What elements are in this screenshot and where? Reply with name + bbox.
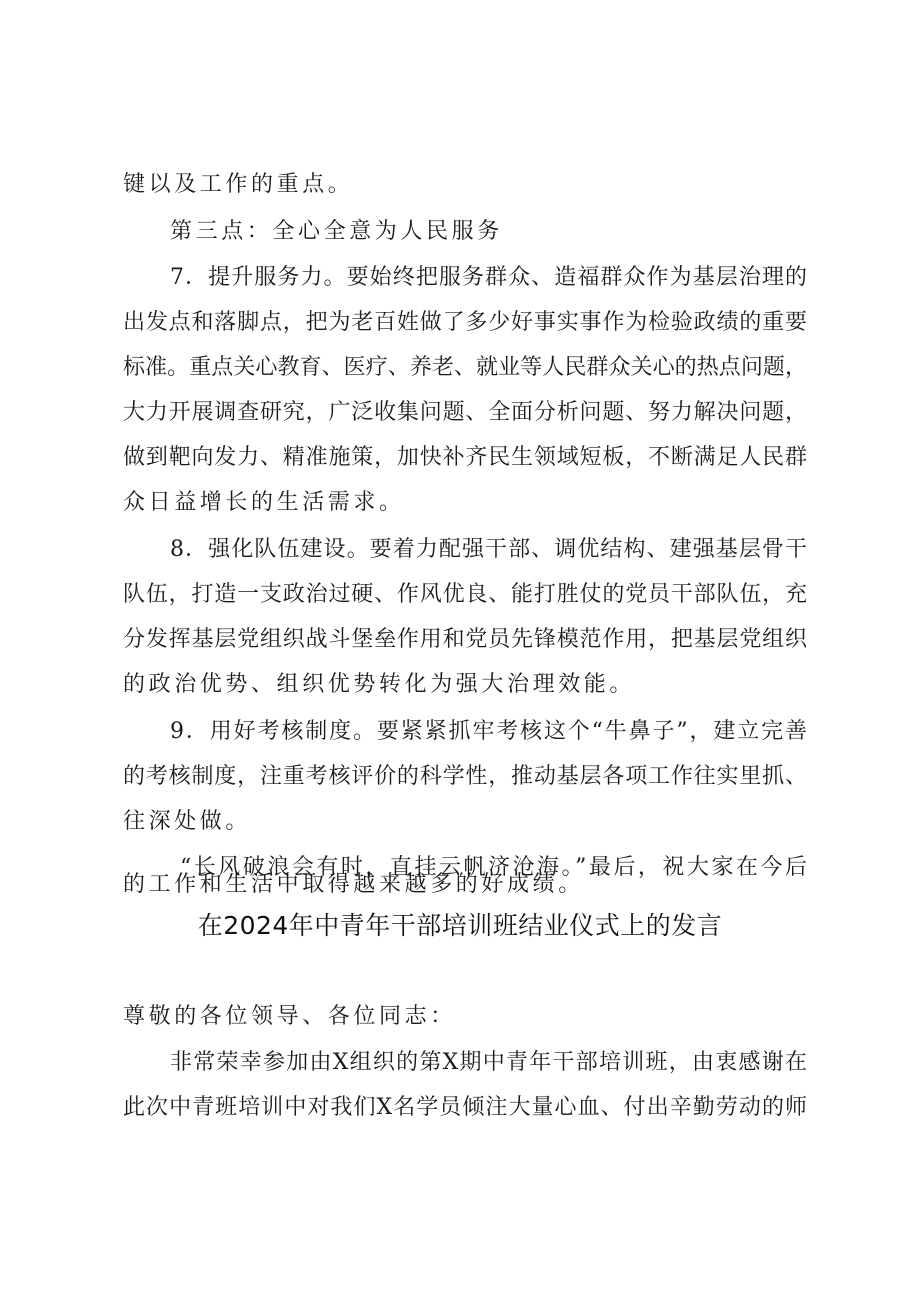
text-line: 键以及工作的重点。 [123,172,354,197]
text-line: 做到靶向发力、精准施策，加快补齐民生领域短板，不断满足人民群 [123,445,807,470]
text-line: 9．用好考核制度。要紧紧抓牢考核这个“牛鼻子”，建立完善 [170,719,807,744]
text-line: 标准。重点关心教育、医疗、养老、就业等人民群众关心的热点问题， [123,355,807,380]
text-line: 7．提升服务力。要始终把服务群众、造福群众作为基层治理的 [170,265,807,290]
text-line: 队伍，打造一支政治过硬、作风优良、能打胜仗的党员干部队伍，充 [123,582,807,607]
text-line: 8．强化队伍建设。要着力配强干部、调优结构、建强基层骨干 [170,537,807,562]
text-line: 众日益增长的生活需求。 [123,490,405,515]
text-line: 的考核制度，注重考核评价的科学性，推动基层各项工作往实里抓、 [123,764,807,789]
text-line: 的工作和生活中取得越来越多的好成绩。 [123,872,584,897]
text-line: “长风破浪会有时，直挂云帆济沧海。”最后，祝大家在今后 [180,855,807,880]
section-heading: 第三点：全心全意为人民服务 [170,219,503,244]
text-line: 非常荣幸参加由X组织的第X期中青年干部培训班，由衷感谢在 [170,1050,807,1075]
text-line: 出发点和落脚点，把为老百姓做了多少好事实事作为检验政绩的重要 [123,310,807,335]
text-line: 分发挥基层党组织战斗堡垒作用和党员先锋模范作用，把基层党组织 [123,627,807,652]
text-line: 往深处做。 [123,809,252,834]
text-line: 的政治优势、组织优势转化为强大治理效能。 [123,672,636,697]
text-line: 大力开展调查研究，广泛收集问题、全面分析问题、努力解决问题， [123,400,807,425]
speech-title: 在2024年中青年干部培训班结业仪式上的发言 [197,911,723,940]
text-line: 此次中青班培训中对我们X名学员倾注大量心血、付出辛勤劳动的师 [123,1095,807,1120]
salutation: 尊敬的各位领导、各位同志： [123,1004,456,1029]
